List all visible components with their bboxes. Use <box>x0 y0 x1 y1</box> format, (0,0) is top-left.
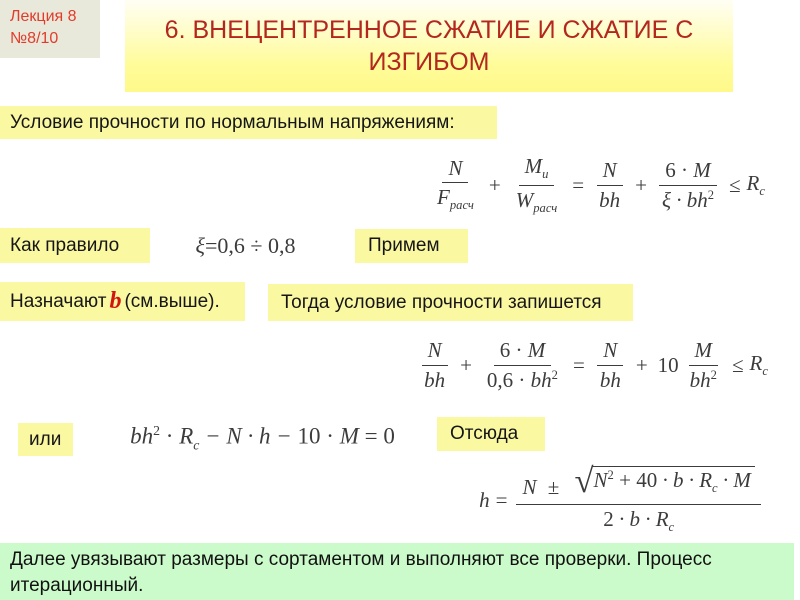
numerator <box>519 155 555 185</box>
fraction-m-over-wcalc <box>510 155 564 215</box>
formula-quadratic <box>95 416 430 460</box>
var-bh: bh <box>130 423 154 449</box>
label-strength-condition: Условие прочности по нормальным напряжениям: <box>0 106 497 139</box>
var-b-r: · b · R <box>657 467 713 492</box>
subscript-calc: расч <box>533 200 558 215</box>
var-r: R <box>749 350 763 375</box>
lecture-badge-line2: №8/10 <box>10 29 59 47</box>
var-f: F <box>437 185 450 210</box>
fraction-6m-over-xibh2 <box>656 159 720 210</box>
coefficient-6: 6 · <box>499 338 528 363</box>
subscript-c: c <box>759 184 765 199</box>
exponent-2: 2 <box>707 187 714 202</box>
xi-value-range: 0,6 ÷ 0,8 <box>217 233 296 258</box>
fraction-m-over-bh2 <box>684 339 723 390</box>
fraction-6m-over-06bh2 <box>481 339 564 390</box>
denominator <box>656 186 720 211</box>
denominator: bh <box>424 367 446 392</box>
numerator: N <box>597 339 623 365</box>
var-r: R <box>746 170 760 195</box>
denominator <box>684 366 723 391</box>
operator-equals: = <box>572 172 585 197</box>
var-bh: bh <box>689 367 711 392</box>
fraction-solution <box>516 461 760 534</box>
equals-zero: = 0 <box>358 423 395 449</box>
operator-plus: + <box>635 352 648 377</box>
operator-equals: = <box>572 352 585 377</box>
var-rc <box>749 351 767 379</box>
var-m: · M <box>717 467 751 492</box>
operator-plus: + <box>635 172 647 197</box>
denominator <box>481 366 564 391</box>
formula-strength-substituted <box>388 328 795 402</box>
label-or: или <box>18 423 73 456</box>
coefficient-2: 2 <box>603 506 614 531</box>
operator-dot: · <box>320 423 340 449</box>
var-m: M <box>527 338 546 363</box>
var-xi: ξ <box>195 233 205 258</box>
operator-leq: ≤ <box>729 172 741 197</box>
denominator: bh <box>599 367 621 392</box>
denominator <box>597 505 680 534</box>
subscript-c: c <box>193 437 200 453</box>
operator-dot: · <box>160 423 180 449</box>
subscript-c: c <box>668 519 675 534</box>
lecture-badge <box>0 0 100 58</box>
coefficient-6: 6 · <box>665 158 694 183</box>
denominator <box>431 183 480 212</box>
denominator <box>510 186 564 215</box>
fraction-n-over-bh <box>593 159 626 210</box>
denominator: bh <box>599 187 621 212</box>
var-bh: bh <box>530 367 552 392</box>
numerator: N <box>442 157 468 183</box>
subscript-calc: расч <box>449 198 474 213</box>
radical-sign: √ <box>574 461 594 500</box>
slide-title: 6. ВНЕЦЕНТРЕННОЕ СЖАТИЕ И СЖАТИЕ С ИЗГИБОМ <box>125 0 733 92</box>
var-h: h <box>479 487 490 512</box>
var-m: M <box>693 158 711 183</box>
operator-plus: + <box>488 172 501 197</box>
numerator <box>659 159 717 185</box>
operator-equals: = <box>204 233 218 258</box>
formula-xi-range <box>163 228 328 264</box>
numerator <box>494 339 552 365</box>
var-m: M <box>339 423 359 449</box>
coefficient-10: 10 <box>297 423 321 449</box>
coefficient-40: 40 <box>636 467 658 492</box>
label-as-a-rule: Как правило <box>0 228 150 263</box>
numerator <box>516 461 760 505</box>
numerator: N <box>597 159 623 185</box>
numerator: N <box>422 339 448 365</box>
var-b-r: · b · R <box>613 506 669 531</box>
fraction-n-over-fcalc <box>431 157 480 212</box>
exponent-2: 2 <box>710 367 717 382</box>
var-n: N <box>522 474 537 499</box>
middle-terms: − N · h − <box>199 423 298 449</box>
numerator: M <box>689 339 719 365</box>
radicand <box>592 466 755 495</box>
var-b-red: b <box>109 288 122 314</box>
exponent-2: 2 <box>153 422 161 438</box>
quadratic-expression <box>130 423 395 453</box>
footer-note: Далее увязывают размеры с сортаментом и выполняют все проверки. Процесс итерационный. <box>0 543 794 600</box>
formula-strength-general <box>398 141 795 229</box>
assign-text-suffix: (см.выше). <box>124 290 220 312</box>
label-assign-b <box>0 282 245 321</box>
fraction-n-over-bh <box>594 339 627 390</box>
lecture-badge-line1: Лекция 8 <box>10 8 77 25</box>
operator-equals: = <box>495 487 508 512</box>
subscript-c: c <box>712 481 718 496</box>
operator-plus: + <box>613 467 637 492</box>
label-then-condition: Тогда условие прочности запишется <box>268 284 633 321</box>
fraction-n-over-bh <box>418 339 451 390</box>
var-r: R <box>179 423 194 449</box>
exponent-2: 2 <box>607 467 614 482</box>
square-root <box>574 461 755 501</box>
var-rc <box>747 171 765 199</box>
coefficient-06: 0,6 · <box>486 367 531 392</box>
operator-leq: ≤ <box>731 352 744 377</box>
var-xi-bh: ξ · bh <box>661 187 708 212</box>
coefficient-10: 10 <box>657 352 679 377</box>
label-hence: Отсюда <box>437 417 545 451</box>
var-w: W <box>515 187 534 212</box>
assign-text-prefix: Назначают <box>10 290 107 312</box>
subscript-c: c <box>762 364 768 379</box>
var-m: M <box>524 154 543 179</box>
operator-plus: + <box>460 352 472 377</box>
operator-plus-minus: ± <box>547 474 560 499</box>
var-n: N <box>593 467 608 492</box>
exponent-2: 2 <box>551 367 558 382</box>
subscript-bend: и <box>542 167 549 182</box>
label-assume: Примем <box>355 229 468 263</box>
formula-solution-h <box>448 456 795 544</box>
